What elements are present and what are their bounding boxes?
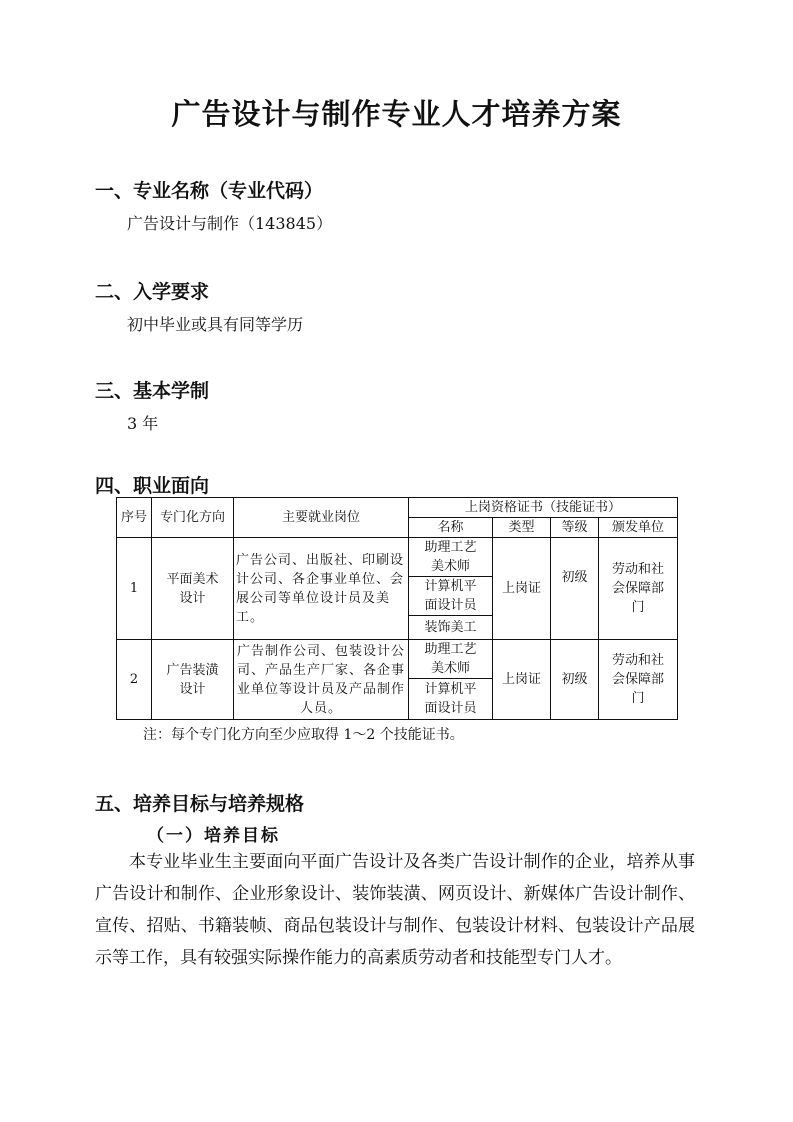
header-no: 序号 <box>117 498 152 538</box>
career-table <box>116 497 678 720</box>
section-5-heading: 五、培养目标与培养规格 <box>95 793 305 815</box>
row-issuer: 劳动和社会保障部门 <box>599 640 678 720</box>
section-2-heading: 二、入学要求 <box>95 281 210 303</box>
subsection-heading: （一）培养目标 <box>147 826 280 846</box>
section-5-paragraph: 本专业毕业生主要面向平面广告设计及各类广告设计制作的企业，培养从事广告设计和制作、企业形象设计、装饰装潢、网页设计、新媒体广告设计制作、宣传、招贴、书籍装帧、商品包装设计与制作、包装设计材料、包装设计产品展示等工作，具有较强实际操作能力的高素质劳动者和技能型专门人才。 <box>95 852 695 968</box>
row-post: 广告制作公司、包装设计公司、产品生产厂家、各企事业单位等设计员及产品制作人员。 <box>234 640 409 720</box>
section-3-heading: 三、基本学制 <box>95 380 210 402</box>
row-cert: 助理工艺美术师 <box>409 640 493 679</box>
row-cert: 装饰美工 <box>409 616 493 640</box>
header-type: 类型 <box>493 518 551 538</box>
row-direction: 广告装潢设计 <box>152 640 234 720</box>
row-cert: 计算机平面设计员 <box>409 577 493 616</box>
row-type: 上岗证 <box>493 640 551 720</box>
row-direction: 平面美术设计 <box>152 538 234 640</box>
row-issuer: 劳动和社会保障部门 <box>599 538 678 640</box>
row-no: 1 <box>117 538 152 640</box>
header-direction: 专门化方向 <box>152 498 234 538</box>
section-1-text: 广告设计与制作（143845） <box>127 214 333 233</box>
document-title: 广告设计与制作专业人才培养方案 <box>171 97 622 131</box>
row-post: 广告公司、出版社、印刷设计公司、各企事业单位、会展公司等单位设计员及美工。 <box>234 538 409 640</box>
row-no: 2 <box>117 640 152 720</box>
row-cert: 计算机平面设计员 <box>409 679 493 720</box>
row-level: 初级 <box>551 538 599 640</box>
row-cert: 助理工艺美术师 <box>409 538 493 577</box>
section-2-text: 初中毕业或具有同等学历 <box>127 315 304 334</box>
header-level: 等级 <box>551 518 599 538</box>
section-1-heading: 一、专业名称（专业代码） <box>95 180 324 202</box>
header-name: 名称 <box>409 518 493 538</box>
row-level: 初级 <box>551 640 599 720</box>
header-post: 主要就业岗位 <box>234 498 409 538</box>
section-3-text: 3 年 <box>127 414 159 433</box>
header-issuer: 颁发单位 <box>599 518 678 538</box>
row-type: 上岗证 <box>493 538 551 640</box>
table-note: 注：每个专门化方向至少应取得 1～2 个技能证书。 <box>143 727 464 743</box>
section-4-heading: 四、职业面向 <box>95 475 210 497</box>
header-cert: 上岗资格证书（技能证书） <box>409 498 678 518</box>
